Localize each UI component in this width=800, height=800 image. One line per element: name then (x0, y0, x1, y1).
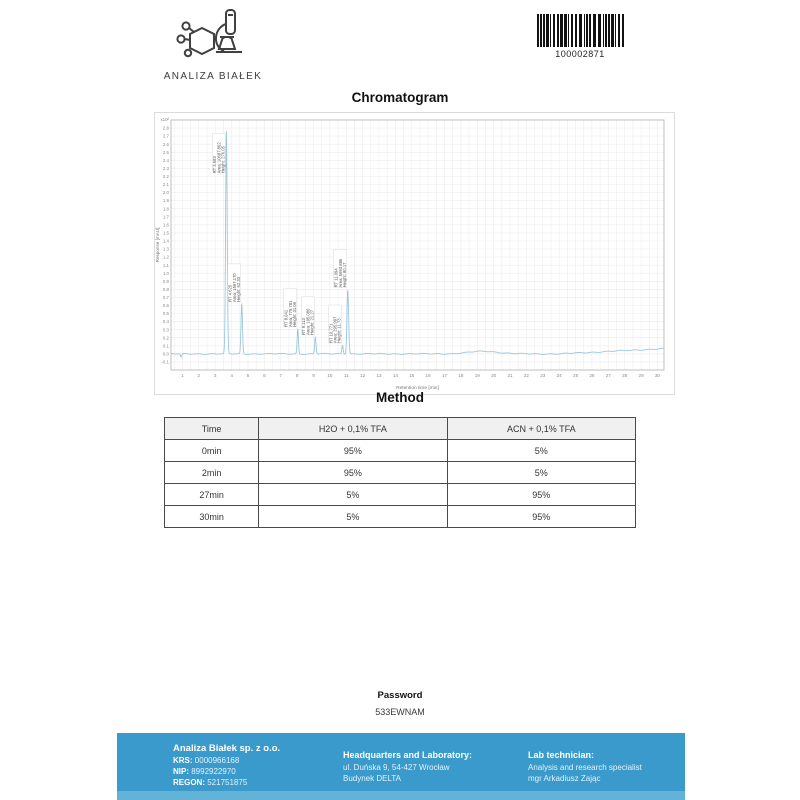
method-table-cell: 30min (165, 506, 259, 528)
footer-technician-block (528, 750, 642, 784)
svg-text:5: 5 (246, 373, 250, 378)
svg-text:1.4: 1.4 (162, 238, 169, 244)
barcode-image (531, 14, 629, 47)
svg-text:10: 10 (327, 373, 333, 378)
barcode-number: 100002871 (555, 49, 605, 59)
svg-text:0.8: 0.8 (162, 287, 169, 292)
regon-label: REGON: (173, 778, 205, 787)
svg-text:2.4: 2.4 (162, 157, 169, 163)
svg-text:Height: 62.33: Height: 62.33 (236, 276, 241, 302)
method-table-cell: 95% (447, 506, 635, 528)
svg-text:Height: 11.73: Height: 11.73 (336, 318, 342, 343)
svg-text:2.0: 2.0 (162, 190, 169, 196)
svg-text:17: 17 (441, 373, 448, 378)
svg-text:2.5: 2.5 (162, 149, 169, 155)
method-table-cell: 27min (165, 484, 259, 506)
svg-text:20: 20 (491, 373, 497, 378)
svg-text:8: 8 (295, 373, 299, 378)
logo-text: ANALIZA BIAŁEK (163, 71, 263, 82)
svg-text:0.0: 0.0 (162, 351, 169, 357)
footer-accent-strip (117, 791, 685, 800)
svg-text:2.7: 2.7 (162, 133, 169, 139)
svg-text:RT 10.771: RT 10.771 (328, 323, 334, 343)
svg-text:0.5: 0.5 (162, 311, 169, 317)
method-table-cell: 5% (447, 462, 635, 484)
footer (117, 733, 685, 800)
method-table-cell: 95% (447, 484, 635, 506)
chromatogram-title: Chromatogram (351, 90, 449, 105)
svg-text:0.1: 0.1 (162, 343, 169, 349)
svg-text:2.6: 2.6 (162, 141, 169, 147)
password-label: Password (377, 690, 423, 701)
svg-text:1.9: 1.9 (162, 198, 169, 204)
svg-text:19: 19 (474, 373, 480, 378)
method-table-row (165, 462, 636, 484)
svg-text:1.7: 1.7 (162, 214, 169, 220)
svg-text:RT 11.094: RT 11.094 (333, 268, 339, 288)
svg-text:6: 6 (263, 373, 266, 378)
svg-text:1.6: 1.6 (162, 222, 169, 228)
svg-text:Height: 276.05: Height: 276.05 (220, 146, 226, 174)
svg-text:-0.1: -0.1 (161, 359, 169, 365)
method-table-cell: 5% (259, 506, 447, 528)
footer-company-block (173, 743, 280, 788)
krs-label: KRS: (173, 756, 193, 765)
method-table-header-row (165, 418, 636, 440)
svg-text:22: 22 (523, 373, 529, 378)
svg-text:1.0: 1.0 (162, 270, 169, 276)
svg-text:RT 4.620: RT 4.620 (227, 284, 233, 302)
headquarters-address: ul. Duńska 9, 54-427 Wrocław (343, 763, 450, 772)
svg-text:11: 11 (343, 373, 349, 378)
method-table-cell: 5% (447, 440, 635, 462)
svg-text:Response [mAU]: Response [mAU] (155, 227, 160, 263)
method-table-cell: 5% (259, 484, 447, 506)
chromatogram-figure (154, 112, 675, 395)
svg-text:0.6: 0.6 (162, 303, 169, 309)
svg-text:Area: 5693.886: Area: 5693.886 (337, 258, 343, 288)
svg-text:1.2: 1.2 (162, 254, 169, 260)
krs-value: 0000966168 (194, 756, 240, 765)
technician-title: Lab technician: (528, 750, 595, 760)
svg-text:0.3: 0.3 (162, 327, 169, 333)
svg-text:1.8: 1.8 (162, 206, 169, 212)
svg-text:Height: 31.06: Height: 31.06 (292, 301, 297, 327)
svg-text:Area: 10687.862: Area: 10687.862 (216, 142, 222, 174)
svg-text:RT 8.041: RT 8.041 (283, 309, 289, 327)
svg-text:RT 3.683: RT 3.683 (212, 156, 218, 174)
molecule-microscope-icon (174, 6, 252, 64)
svg-text:26: 26 (589, 373, 595, 378)
svg-text:Area: 295.997: Area: 295.997 (332, 316, 338, 343)
svg-text:14: 14 (392, 373, 398, 378)
company-logo (138, 6, 288, 82)
svg-text:12: 12 (360, 373, 366, 378)
svg-text:23: 23 (540, 373, 546, 378)
method-table-row (165, 440, 636, 462)
method-table-header-cell: H2O + 0,1% TFA (259, 418, 447, 440)
company-name: Analiza Białek sp. z o.o. (173, 743, 281, 754)
svg-text:Height: 21.27: Height: 21.27 (309, 309, 315, 335)
svg-text:15: 15 (409, 373, 415, 378)
method-table-cell: 0min (165, 440, 259, 462)
svg-text:25: 25 (573, 373, 579, 378)
svg-text:0.4: 0.4 (162, 319, 169, 325)
svg-text:2: 2 (197, 373, 201, 378)
svg-text:21: 21 (507, 373, 513, 378)
company-nip (173, 766, 280, 777)
svg-text:2.2: 2.2 (162, 174, 169, 180)
method-table-row (165, 484, 636, 506)
svg-text:1: 1 (181, 373, 184, 378)
password-value: 533EWNAM (375, 707, 425, 717)
method-table-header-cell: Time (165, 418, 259, 440)
barcode-block (531, 14, 629, 59)
svg-text:18: 18 (458, 373, 464, 378)
chromatogram-chart (155, 113, 672, 392)
svg-text:27: 27 (605, 373, 611, 378)
method-title: Method (376, 390, 424, 405)
regon-value: 521751875 (207, 778, 248, 787)
headquarters-building: Budynek DELTA (343, 774, 401, 783)
svg-text:0.2: 0.2 (162, 335, 169, 341)
svg-text:28: 28 (622, 373, 628, 378)
svg-text:Retention time [min]: Retention time [min] (396, 386, 439, 391)
company-regon (173, 777, 280, 788)
svg-text:30: 30 (654, 373, 660, 378)
method-table-cell: 95% (259, 440, 447, 462)
svg-text:x10²: x10² (160, 117, 169, 122)
svg-text:2.8: 2.8 (162, 125, 169, 131)
method-table (164, 417, 636, 528)
technician-role: Analysis and research specialist (528, 763, 642, 772)
headquarters-title: Headquarters and Laboratory: (343, 750, 473, 760)
svg-text:3: 3 (213, 373, 217, 378)
footer-headquarters-block (343, 750, 472, 784)
method-table-row (165, 506, 636, 528)
method-table-cell: 95% (259, 462, 447, 484)
svg-text:0.7: 0.7 (162, 295, 169, 300)
nip-value: 8992922970 (191, 767, 236, 776)
nip-label: NIP: (173, 767, 189, 776)
svg-text:4: 4 (230, 373, 233, 378)
svg-text:9: 9 (312, 373, 315, 378)
svg-text:16: 16 (425, 373, 431, 378)
svg-text:13: 13 (376, 373, 382, 378)
svg-text:1.5: 1.5 (162, 230, 169, 236)
svg-text:Height: 80.17: Height: 80.17 (342, 262, 347, 288)
svg-text:Area: 1567.170: Area: 1567.170 (231, 273, 237, 302)
svg-text:2.3: 2.3 (162, 166, 169, 171)
svg-text:Area: 195.086: Area: 195.086 (305, 308, 311, 335)
svg-text:0.9: 0.9 (162, 278, 169, 284)
svg-text:Area: 775.781: Area: 775.781 (287, 300, 293, 327)
method-table-header-cell: ACN + 0,1% TFA (447, 418, 635, 440)
svg-text:7: 7 (279, 373, 282, 378)
technician-name: mgr Arkadiusz Zając (528, 774, 601, 783)
method-table-cell: 2min (165, 462, 259, 484)
company-krs (173, 755, 280, 766)
svg-text:29: 29 (638, 373, 644, 378)
svg-text:RT 9.113: RT 9.113 (301, 318, 307, 335)
svg-text:1.1: 1.1 (162, 262, 169, 268)
svg-text:24: 24 (556, 373, 562, 378)
svg-text:1.3: 1.3 (162, 246, 169, 252)
svg-text:2.1: 2.1 (162, 182, 169, 188)
